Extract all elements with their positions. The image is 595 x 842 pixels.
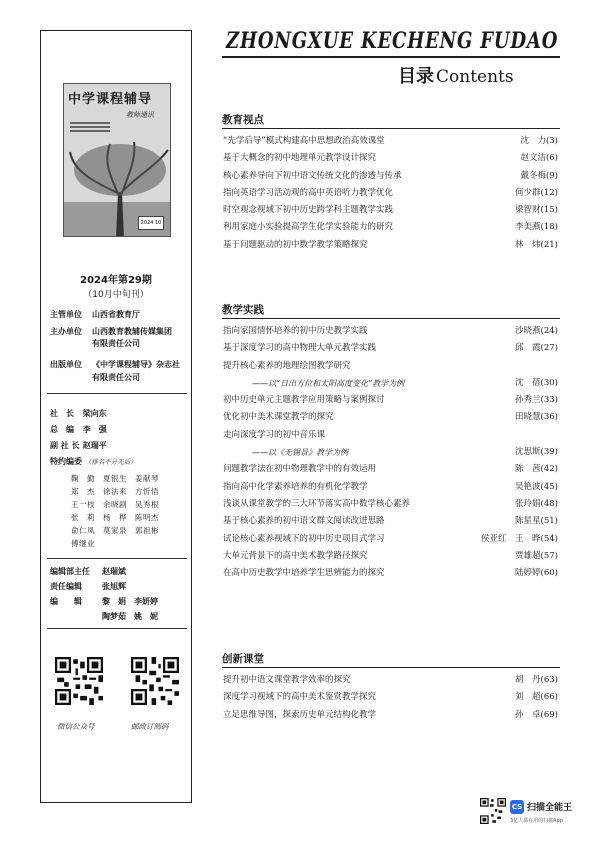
- divider: [47, 628, 187, 629]
- toc-entry[interactable]: 核心素养导向下初中语文传统文化的渗透与传承 戴冬梅(9): [223, 170, 558, 181]
- toc-entry[interactable]: 基于核心素养的初中语文群文阅读改进思路 陈星星(51): [223, 516, 558, 527]
- toc-entry[interactable]: 基于问题驱动的初中数学教学策略探究 林 炜(21): [223, 239, 558, 250]
- editorial-director-row: 编辑部主任 赵瑞斌: [50, 567, 126, 576]
- section-education-viewpoint: [222, 112, 560, 254]
- toc-entry[interactable]: 初中历史单元主题教学应用策略与案例探讨 孙秀兰(33): [223, 395, 558, 406]
- divider: [47, 393, 187, 394]
- toc-entry[interactable]: 走向深度学习的初中音乐课: [223, 429, 326, 440]
- camscanner-logo-icon: CS: [510, 800, 524, 814]
- postal-label: 邮政订阅码: [131, 722, 169, 731]
- editors-row-2: 陶梦茹 姚 妮: [102, 612, 158, 621]
- toc-entry-subtitle[interactable]: ——以“日出方位和太阳高度变化”教学为例 沈 蓓(30): [252, 377, 558, 388]
- toc-entry[interactable]: 优化初中美术课堂教学的探究 田晓慧(36): [223, 412, 558, 423]
- sponsor-line2: 有限责任公司: [92, 339, 140, 348]
- toc-entry[interactable]: 试论核心素养视域下的初中历史项目式学习 侯亚红 王 晔(54): [223, 533, 558, 544]
- scanner-app-name: 扫描全能王: [527, 803, 573, 813]
- scanner-tagline: 3亿人都在用的扫描App: [510, 818, 563, 824]
- issue-number: 2024年第29期: [80, 275, 152, 286]
- scanner-watermark: [480, 798, 588, 828]
- toc-entry[interactable]: 指向英语学习活动观的高中英语听力教学优化 何少群(12): [223, 187, 558, 198]
- toc-entry[interactable]: 大单元背景下的高中美术教学路径探究 贾雄超(57): [223, 550, 558, 561]
- special-editors-label: 特约编委 （排名不分先后）: [50, 457, 137, 466]
- cover-subtitle: 教师通讯: [126, 111, 154, 119]
- header-rule: [222, 56, 560, 58]
- section-innovative-classroom: [222, 651, 560, 724]
- toc-entry[interactable]: 利用家庭小实验提高学生化学实验能力的研究 李美燕(18): [223, 222, 558, 233]
- supervisor-row: 主管单位 山西省教育厅: [50, 310, 140, 319]
- toc-entry[interactable]: 指向家国情怀培养的初中历史教学实践 沙晓燕(24): [223, 326, 558, 336]
- editor-line: 俞仁凤 莫家泉 郭祖彬: [71, 526, 159, 535]
- responsible-editor-row: 责任编辑 张旭辉: [50, 582, 126, 591]
- toc-entry[interactable]: “先学后导”模式构建高中思想政治高效课堂 沈 力(3): [223, 136, 558, 146]
- wechat-label: 微信公众号: [57, 722, 95, 731]
- cover-title: 中学课程辅导: [68, 92, 153, 107]
- masthead-sidebar: [40, 30, 192, 803]
- section-rule: [222, 667, 560, 668]
- sponsor-row: 主办单位 山西教育教辅传媒集团: [50, 327, 172, 336]
- toc-entry[interactable]: 立足思维导图，探索历史单元结构化教学 孙 卓(69): [223, 709, 558, 720]
- editor-line: 傅继业: [71, 539, 95, 548]
- contents-heading: 目录 Contents: [398, 66, 514, 87]
- editor-line: 郑 杰 徐法来 方忻悟: [71, 487, 159, 496]
- editor-line: 王一枝 余晓剧 吴秀根: [71, 500, 159, 509]
- postal-subscription-qr-code[interactable]: [131, 657, 179, 705]
- cover-text-lines: [70, 122, 110, 134]
- issue-period: （10月中旬刊）: [83, 290, 149, 300]
- toc-entry[interactable]: 时空观念视域下初中历史跨学科主题教学实践 梁智财(15): [223, 205, 558, 216]
- toc-entry-subtitle[interactable]: ——以《无锡景》教学为例 沈思斯(39): [252, 447, 558, 458]
- toc-entry[interactable]: 浅谈从课堂教学的三大环节落实高中数学核心素养 张玲娟(48): [223, 498, 558, 509]
- toc-entry[interactable]: 基于大概念的初中地理单元教学设计探究 赵文洁(6): [223, 153, 558, 164]
- publisher-line2: 有限责任公司: [92, 373, 140, 382]
- toc-entry[interactable]: 在高中历史教学中培养学生思辨能力的探究 陆婷婷(60): [223, 568, 558, 579]
- cover-thumbnail: [63, 83, 171, 237]
- vice-president-row: 副 社 长 赵瑞平: [50, 441, 107, 450]
- toc-entry[interactable]: 问题教学法在初中物理教学中的有效运用 陈 茜(42): [223, 464, 558, 475]
- editors-row: 编 辑 黎 娟 李妍婷: [50, 597, 158, 606]
- toc-entry[interactable]: 提升初中语文课堂教学效率的探究 胡 丹(63): [223, 675, 558, 685]
- president-row: 社 长 梁向东: [50, 409, 107, 418]
- toc-entry[interactable]: 基于深度学习的高中物理大单元教学实践 邱 霞(27): [223, 343, 558, 354]
- section-rule: [222, 128, 560, 129]
- section-rule: [222, 318, 560, 319]
- editor-in-chief-row: 总 编 李 强: [50, 425, 107, 434]
- special-editors-list: [71, 472, 189, 550]
- scanner-qr-code[interactable]: [480, 798, 506, 824]
- toc-entry[interactable]: 提升核心素养的地理绘图教学研究: [223, 360, 351, 371]
- section-title: 教学实践: [222, 304, 264, 316]
- section-title: 教育视点: [222, 114, 264, 126]
- journal-brand-pinyin: ZHONGXUE KECHENG FUDAO: [226, 28, 559, 54]
- cover-issue-badge: 2024·10: [138, 216, 164, 230]
- publisher-row: 出版单位 《中学课程辅导》杂志社: [50, 360, 180, 369]
- divider: [47, 558, 187, 559]
- wechat-qr-code[interactable]: [55, 657, 103, 705]
- section-teaching-practice: [222, 302, 560, 582]
- editor-line: 鞠 勤 夏银生 姜献琴: [71, 474, 159, 483]
- section-title: 创新课堂: [222, 653, 264, 665]
- toc-entry[interactable]: 深度学习视域下的高中美术鉴赏教学探究 刘 超(66): [223, 692, 558, 703]
- toc-entry[interactable]: 指向高中化学素养培养的有机化学教学 吴艳波(45): [223, 481, 558, 492]
- editor-line: 张 莉 杨 桦 陈明杰: [71, 513, 159, 522]
